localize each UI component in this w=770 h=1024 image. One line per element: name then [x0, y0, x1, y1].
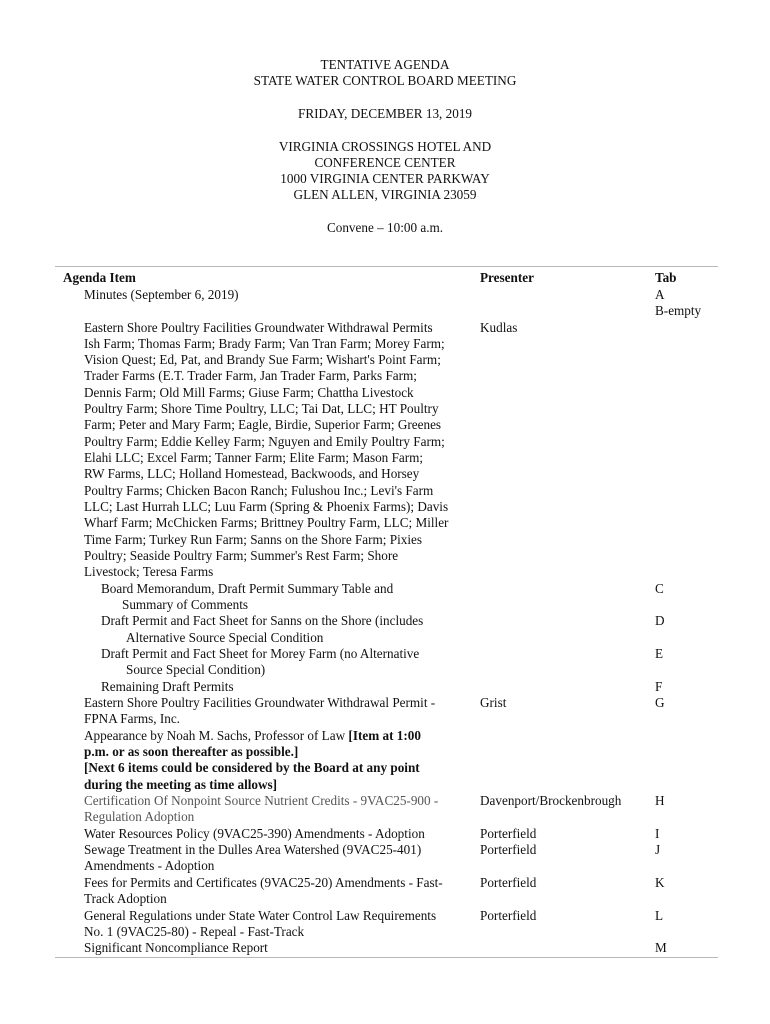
subitem-sanns-permit: Draft Permit and Fact Sheet for Sanns on the Shore (includes [101, 613, 424, 628]
title-line-1: TENTATIVE AGENDA [320, 57, 450, 72]
tab-g: G [655, 695, 665, 710]
text-line: Poultry; Seaside Poultry Farm; Summer's Rest Farm; Shore [84, 548, 399, 563]
agenda-item-nutrient-credits-cont: Regulation Adoption [84, 809, 195, 824]
presenter-credits: Davenport/Brockenbrough [480, 793, 622, 808]
agenda-item-fpna: Eastern Shore Poultry Facilities Groundwater Withdrawal Permit - [84, 695, 436, 710]
subitem-sanns-permit-cont: Alternative Source Special Condition [126, 630, 324, 645]
text-line: Trader Farms (E.T. Trader Farm, Jan Trader Farm, Parks Farm; [84, 368, 417, 383]
tab-minutes: A [655, 287, 665, 302]
agenda-item-fees-cont: Track Adoption [84, 891, 167, 906]
presenter-dulles: Porterfield [480, 842, 537, 857]
meeting-date: FRIDAY, DECEMBER 13, 2019 [297, 106, 473, 121]
subitem-board-memorandum-cont: Summary of Comments [122, 597, 249, 612]
text-line: Poultry Farm; Eddie Kelley Farm; Nguyen and Emily Poultry Farm; [84, 434, 445, 449]
tab-d: D [655, 613, 665, 628]
agenda-item-dulles-cont: Amendments - Adoption [84, 858, 215, 873]
tab-f: F [655, 679, 663, 694]
venue-line-4: GLEN ALLEN, VIRGINIA 23059 [293, 187, 477, 202]
text-line: Livestock; Teresa Farms [84, 564, 214, 579]
venue-line-1: VIRGINIA CROSSINGS HOTEL AND [278, 139, 492, 154]
agenda-item-general-regulations-cont: No. 1 (9VAC25-80) - Repeal - Fast-Track [84, 924, 305, 939]
convene-time: Convene – 10:00 a.m. [326, 220, 444, 235]
venue-line-3: 1000 VIRGINIA CENTER PARKWAY [280, 171, 490, 186]
table-bottom-rule [55, 957, 718, 958]
tab-b-empty: B-empty [655, 303, 702, 318]
agenda-item-general-regulations: General Regulations under State Water Control Law Requirements [84, 908, 437, 923]
text-line: Dennis Farm; Old Mill Farms; Giuse Farm; Chattha Livestock [84, 385, 414, 400]
tab-k: K [655, 875, 665, 890]
tab-j: J [655, 842, 661, 857]
sachs-text: Appearance by Noah M. Sachs, Professor of Law [84, 728, 349, 743]
subitem-morey-permit-cont: Source Special Condition) [126, 662, 266, 677]
column-header-presenter: Presenter [480, 270, 534, 285]
presenter-eastern-shore: Kudlas [480, 320, 518, 335]
tab-e: E [655, 646, 664, 661]
agenda-item-dulles: Sewage Treatment in the Dulles Area Watershed (9VAC25-401) [84, 842, 422, 857]
text-line: Poultry Farms; Chicken Bacon Ranch; Fulushou Inc.; Levi's Farm [84, 483, 434, 498]
agenda-item-water-policy: Water Resources Policy (9VAC25-390) Amendments - Adoption [84, 826, 425, 841]
tab-h: H [655, 793, 665, 808]
next-six-note: [Next 6 items could be considered by the Board at any point [84, 760, 420, 775]
next-six-note-cont: during the meeting as time allows] [84, 777, 278, 792]
text-line: Poultry Farm; Shore Time Poultry, LLC; Tai Dat, LLC; HT Poultry [84, 401, 439, 416]
title-line-2: STATE WATER CONTROL BOARD MEETING [253, 73, 517, 88]
agenda-item-fees: Fees for Permits and Certificates (9VAC25-20) Amendments - Fast- [84, 875, 443, 890]
tab-l: L [655, 908, 664, 923]
agenda-item-minutes: Minutes (September 6, 2019) [84, 287, 239, 302]
text-line: Wharf Farm; McChicken Farms; Brittney Poultry Farm, LLC; Miller [84, 515, 449, 530]
presenter-fees: Porterfield [480, 875, 537, 890]
presenter-general: Porterfield [480, 908, 537, 923]
text-line: Ish Farm; Thomas Farm; Brady Farm; Van Tran Farm; Morey Farm; [84, 336, 445, 351]
text-line: Time Farm; Turkey Run Farm; Sanns on the Shore Farm; Pixies [84, 532, 423, 547]
tab-m: M [655, 940, 667, 955]
agenda-item-nutrient-credits: Certification Of Nonpoint Source Nutrient Credits - 9VAC25-900 - [84, 793, 439, 808]
table-top-rule [55, 266, 718, 267]
agenda-item-fpna-cont: FPNA Farms, Inc. [84, 711, 180, 726]
sachs-time-note-cont: p.m. or as soon thereafter as possible.] [84, 744, 299, 759]
text-line: Vision Quest; Ed, Pat, and Brandy Sue Farm; Wishart's Point Farm; [84, 352, 441, 367]
presenter-policy: Porterfield [480, 826, 537, 841]
text-line: Eastern Shore Poultry Facilities Groundwater Withdrawal Permits [84, 320, 433, 335]
text-line: Elahi LLC; Excel Farm; Tanner Farm; Elite Farm; Mason Farm; [84, 450, 424, 465]
text-line: RW Farms, LLC; Holland Homestead, Backwoods, and Horsey [84, 466, 420, 481]
subitem-remaining-permits: Remaining Draft Permits [101, 679, 234, 694]
sachs-time-note: [Item at 1:00 [348, 728, 421, 743]
presenter-fpna: Grist [480, 695, 507, 710]
agenda-item-noncompliance: Significant Noncompliance Report [84, 940, 268, 955]
tab-c: C [655, 581, 664, 596]
column-header-item: Agenda Item [63, 270, 136, 285]
subitem-morey-permit: Draft Permit and Fact Sheet for Morey Farm (no Alternative [101, 646, 420, 661]
text-line: LLC; Last Hurrah LLC; Luu Farm (Spring & Phoenix Farms); Davis [84, 499, 449, 514]
agenda-item-sachs [84, 728, 421, 744]
column-header-tab: Tab [655, 270, 677, 285]
tab-i: I [655, 826, 660, 841]
text-line: Farm; Peter and Mary Farm; Eagle, Birdie, Superior Farm; Greenes [84, 417, 442, 432]
subitem-board-memorandum: Board Memorandum, Draft Permit Summary Table and [101, 581, 394, 596]
venue-line-2: CONFERENCE CENTER [314, 155, 456, 170]
